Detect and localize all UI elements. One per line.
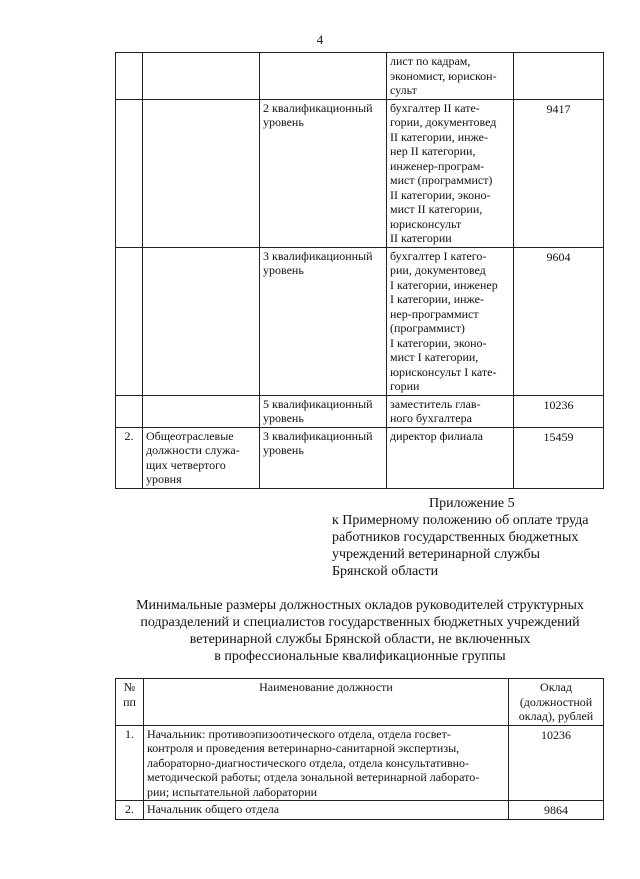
positions-cell: директор филиала [387,427,514,488]
salary-cell: 15459 [514,427,604,488]
group-cell: Общеотраслевые должности служа- щих четвертого уровня [143,427,260,488]
positions-cell: бухгалтер II кате- гории, документовед II категории, инже- нер II категории, инженер-програм- мист (программист) II категории, эконо- мист II категории, юрисконсульт II категории [387,99,514,247]
document-title: Минимальные размеры должностных окладов руководителей структурных подразделений и специалистов государственных бюджетных учреждений ветеринарной службы Брянской области, не включенных в профессиональные квалификационные группы [136,598,584,664]
page-number: 4 [316,32,324,47]
row-number-cell [116,99,143,247]
header-salary: Оклад (должностной оклад), рублей [509,679,604,726]
row-number-cell: 2. [116,801,144,820]
salary-cell: 9417 [514,99,604,247]
position-name-cell: Начальник общего отдела [144,801,509,820]
level-cell [260,53,387,100]
row-number-cell: 1. [116,725,144,801]
group-cell [143,99,260,247]
appendix-line: к Примерному положению об оплате труда [332,513,589,528]
table-row [116,53,604,100]
table-row [116,395,604,427]
appendix-line: учреждений ветеринарной службы [332,547,541,562]
appendix-title: Приложение 5 [429,496,515,511]
minimum-salaries-table [115,678,604,820]
level-cell: 3 квалификационный уровень [260,247,387,395]
group-cell [143,247,260,395]
appendix-line: Брянской области [332,564,439,579]
group-cell [143,395,260,427]
level-cell: 5 квалификационный уровень [260,395,387,427]
level-cell: 2 квалификационный уровень [260,99,387,247]
table-header-row [116,679,604,726]
level-cell: 3 квалификационный уровень [260,427,387,488]
appendix-heading [332,495,632,580]
positions-cell: заместитель глав- ного бухгалтера [387,395,514,427]
row-number-cell [116,247,143,395]
row-number-cell [116,395,143,427]
salary-cell [514,53,604,100]
table-row [116,427,604,488]
table-row [116,99,604,247]
positions-cell: бухгалтер I катего- рии, документовед I категории, инженер I категории, инже- нер-программист (программист) I категории, эконо- мист I категории, юрисконсульт I кате- гории [387,247,514,395]
positions-cell: лист по кадрам, экономист, юрискон- сульт [387,53,514,100]
salary-levels-table [115,52,604,489]
position-name-cell: Начальник: противоэпизоотического отдела, отдела госвет- контроля и проведения ветеринарно-санитарной экспертизы, лабораторно-диагностического отдела, отдела консультативно- методической работы; отдела зональной ветеринарной лаборато- рии; испытательной лаборатории [144,725,509,801]
salary-cell: 10236 [509,725,604,801]
header-position-name: Наименование должности [144,679,509,726]
header-number: № пп [116,679,144,726]
table-row [116,801,604,820]
salary-cell: 9864 [509,801,604,820]
salary-cell: 10236 [514,395,604,427]
group-cell [143,53,260,100]
row-number-cell: 2. [116,427,143,488]
appendix-line: работников государственных бюджетных [332,530,579,545]
table-row [116,247,604,395]
table-row [116,725,604,801]
row-number-cell [116,53,143,100]
salary-cell: 9604 [514,247,604,395]
